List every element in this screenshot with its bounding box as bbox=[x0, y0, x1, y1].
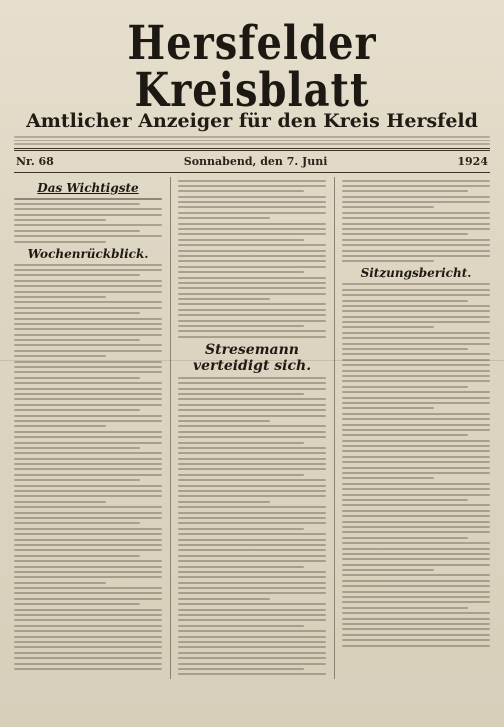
middle-top-text bbox=[178, 180, 326, 338]
article-heading-stresemann: Stresemann verteidigt sich. bbox=[192, 341, 312, 374]
paper-fold bbox=[0, 360, 504, 361]
section-heading-highlights: Das Wichtigste bbox=[37, 180, 139, 195]
highlights-text bbox=[14, 198, 162, 243]
issue-year: 1924 bbox=[457, 154, 488, 168]
article-columns bbox=[14, 177, 490, 679]
masthead-rule bbox=[14, 148, 490, 151]
masthead-title: Hersfelder Kreisblatt bbox=[127, 15, 377, 118]
issue-number: Nr. 68 bbox=[16, 154, 54, 168]
column-left bbox=[14, 177, 162, 679]
stresemann-text bbox=[178, 377, 326, 675]
session-report-text bbox=[342, 283, 490, 646]
right-top-text bbox=[342, 180, 490, 263]
week-review-text bbox=[14, 264, 162, 670]
column-right bbox=[334, 177, 490, 679]
section-heading-week-review: Wochenrückblick. bbox=[27, 246, 149, 261]
article-heading-session-report: Sitzungsbericht. bbox=[360, 266, 472, 281]
column-middle bbox=[170, 177, 326, 679]
masthead-subtitle: Amtlicher Anzeiger für den Kreis Hersfeld bbox=[26, 110, 478, 132]
dateline-rule bbox=[14, 172, 490, 173]
issue-date: Sonnabend, den 7. Juni bbox=[183, 154, 328, 168]
publisher-smallprint bbox=[14, 136, 490, 145]
dateline bbox=[14, 154, 490, 169]
